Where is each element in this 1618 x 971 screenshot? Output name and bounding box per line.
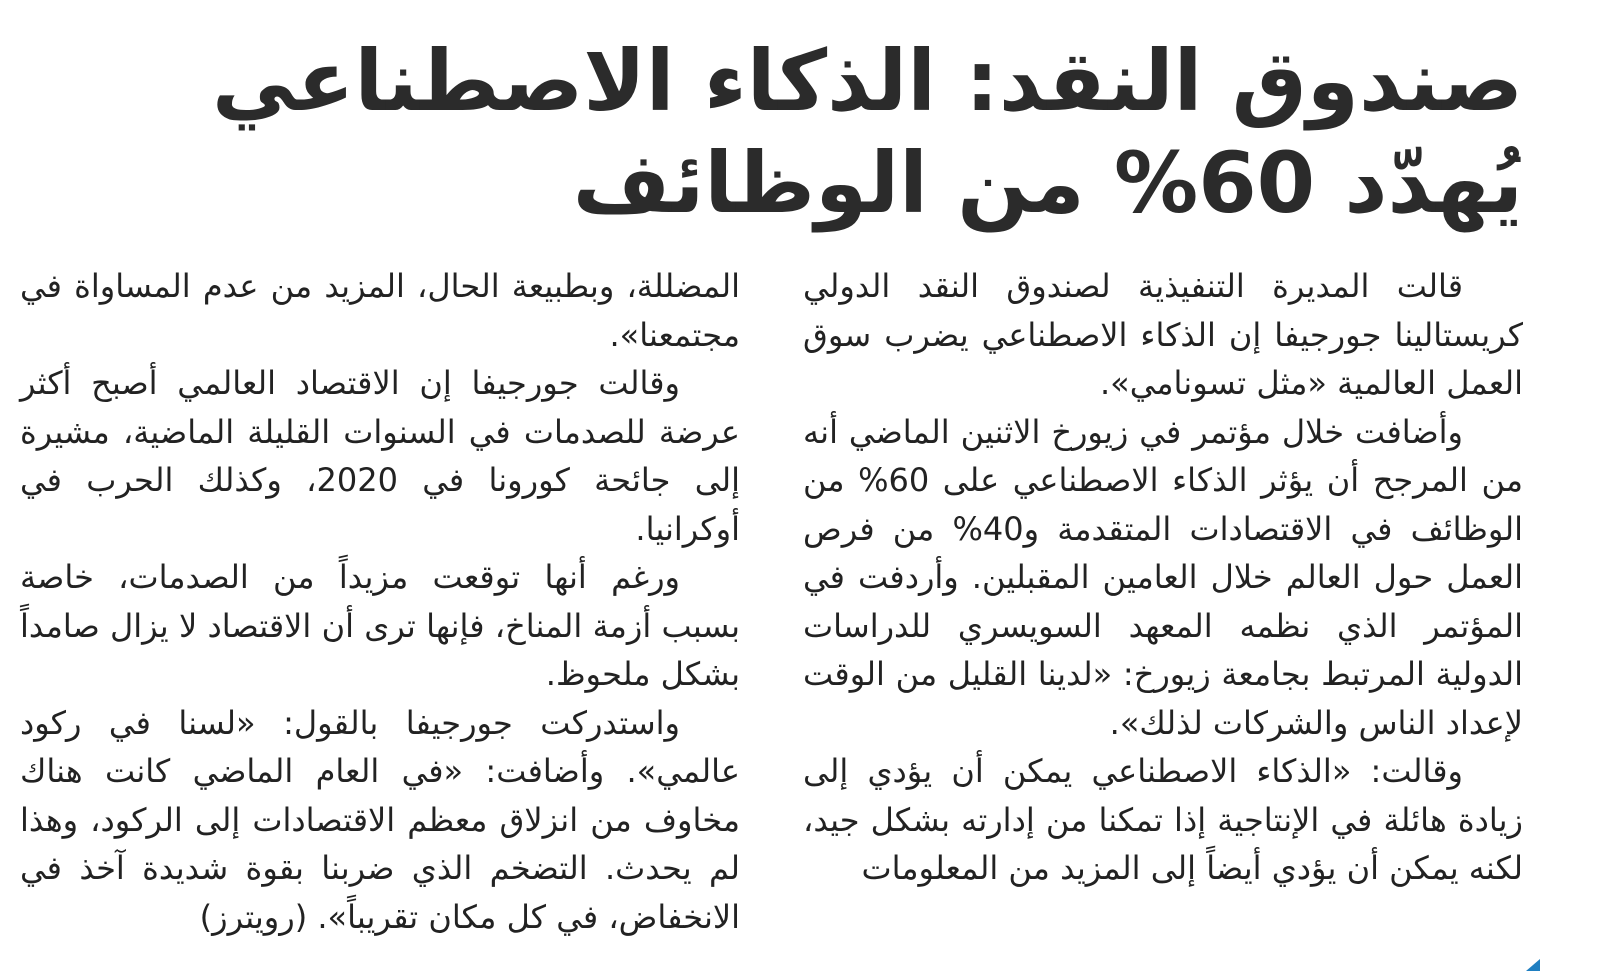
paragraph: وقالت: «الذكاء الاصطناعي يمكن أن يؤدي إلى زيادة هائلة في الإنتاجية إذا تمكنا من إدارته بشكل جيد، لكنه يمكن أن يؤدي أيضاً إلى المزيد من المعلومات [803, 752, 1523, 887]
headline: صندوق النقد: الذكاء الاصطناعي يُهدّد 60% من الوظائف [212, 32, 1523, 232]
paragraph: وأضافت خلال مؤتمر في زيورخ الاثنين الماضي أنه من المرجح أن يؤثر الذكاء الاصطناعي على 60% من الوظائف في الاقتصادات المتقدمة و40% من فرص العمل حول العالم خلال العامين المقبلين. وأردفت في المؤتمر الذي نظمه المعهد السويسري للدراسات الدولية المرتبط بجامعة زيورخ: «لدينا القليل من الوقت لإعداد الناس والشركات لذلك». [803, 412, 1524, 742]
corner-marker-icon [1526, 959, 1540, 971]
paragraph: وقالت جورجيفا إن الاقتصاد العالمي أصبح أكثر عرضة للصدمات في السنوات القليلة الماضية، مشيرة إلى جائحة كورونا في 2020، وكذلك الحرب في أوكرانيا. [20, 364, 741, 548]
paragraph: واستدركت جورجيفا بالقول: «لسنا في ركود عالمي». وأضافت: «في العام الماضي كانت هناك مخاوف من انزلاق معظم الاقتصادات إلى الركود، وهذا لم يحدث. التضخم الذي ضربنا بقوة شديدة آخذ في الانخفاض، في كل مكان تقريباً». (رويترز) [20, 703, 740, 936]
paragraph: قالت المديرة التنفيذية لصندوق النقد الدولي كريستالينا جورجيفا إن الذكاء الاصطناعي يضرب سوق العمل العالمية «مثل تسونامي». [803, 267, 1523, 402]
paragraph: ورغم أنها توقعت مزيداً من الصدمات، خاصة بسبب أزمة المناخ، فإنها ترى أن الاقتصاد لا يزال صامداً بشكل ملحوظ. [20, 558, 740, 693]
article-column-left [20, 262, 740, 941]
paragraph-continued: المضللة، وبطبيعة الحال، المزيد من عدم المساواة في مجتمعنا». [20, 267, 740, 354]
article-column-right [803, 262, 1523, 893]
